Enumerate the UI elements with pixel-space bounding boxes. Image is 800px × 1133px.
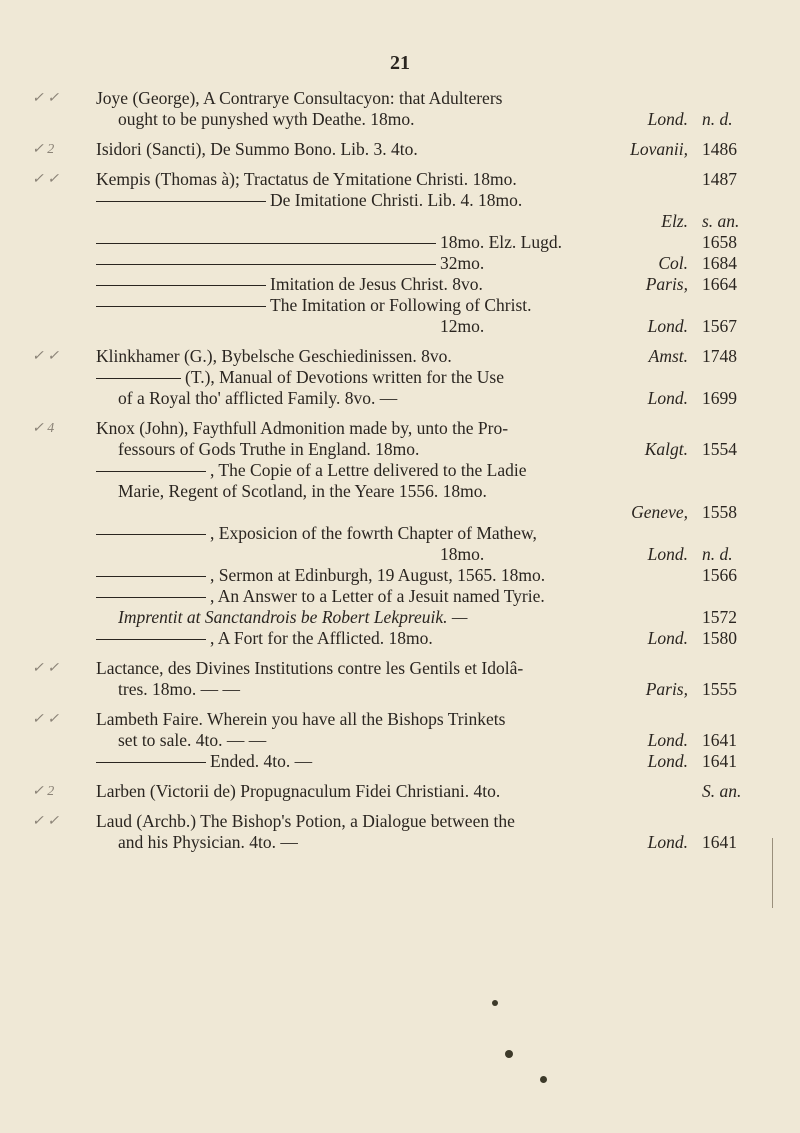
imprint-year: 1641 [702,832,737,852]
page-number: 21 [390,52,410,74]
entry-title-text: 12mo. [440,316,485,336]
catalogue-entry [0,169,800,337]
entry-title-text: The Imitation or Following of Christ. [270,295,532,315]
entry-line [0,190,800,211]
ditto-rule [96,576,206,577]
imprint-year: 1567 [702,316,737,336]
ditto-rule [96,201,266,202]
entry-line [0,832,800,853]
catalogue-entry [0,88,800,130]
entry-line [0,607,800,628]
ditto-rule [96,264,436,265]
entry-text [96,346,694,367]
entry-line [0,523,800,544]
entry-title-text: Lactance, des Divines Institutions contre les Gentils et Idolâ- [96,658,524,678]
imprint-place: Lond. [647,730,688,750]
entry-title-text: 18mo. Elz. Lugd. [440,232,562,252]
imprint-place: Lond. [647,388,688,408]
entry-line [0,169,800,190]
entry-title-text: , The Copie of a Lettre delivered to the Ladie [210,460,527,480]
entry-line [0,316,800,337]
imprint-place: Lond. [647,832,688,852]
catalogue-entry [0,811,800,853]
ditto-rule [96,639,206,640]
entry-title-text: Imprentit at Sanctandrois be Robert Lekpreuik. — [118,607,468,627]
entry-title-text: tres. 18mo. — — [118,679,241,699]
entry-text [96,88,694,109]
imprint-year: 1555 [702,679,737,699]
entry-line [0,439,800,460]
entry-line [0,139,800,160]
entry-title-text: Joye (George), A Contrarye Consultacyon: that Adulterers [96,88,503,108]
entry-line [0,751,800,772]
entry-line [0,460,800,481]
ink-stain [492,1000,498,1006]
imprint-year: n. d. [702,544,733,564]
entry-line [0,658,800,679]
entry-title-text: Kempis (Thomas à); Tractatus de Ymitatione Christi. 18mo. [96,169,517,189]
entry-text [118,109,694,130]
entry-line [0,481,800,502]
imprint-year: 1554 [702,439,737,459]
entry-title-text: , A Fort for the Afflicted. 18mo. [210,628,433,648]
entry-line [0,781,800,802]
entry-text [96,523,694,544]
ditto-rule [96,597,206,598]
entry-line [0,232,800,253]
entry-line [0,211,800,232]
imprint-year: 1487 [702,169,737,189]
pencil-marginalia: ✓ 2 [32,142,55,157]
entry-line [0,418,800,439]
imprint-year: n. d. [702,109,733,129]
entry-line [0,679,800,700]
entry-text [96,781,694,802]
catalogue-entry [0,139,800,160]
pencil-marginalia: ✓ ✓ [32,349,59,364]
entry-line [0,346,800,367]
pencil-marginalia: ✓ ✓ [32,814,59,829]
entry-line [0,544,800,565]
imprint-place: Col. [658,253,688,273]
imprint-place: Lond. [647,109,688,129]
entry-text [96,586,694,607]
imprint-place: Lond. [647,751,688,771]
imprint-place: Lond. [647,316,688,336]
entry-text [96,232,694,253]
entry-title-text: of a Royal tho' afflicted Family. 8vo. — [118,388,398,408]
entry-text [96,565,694,586]
entry-text [96,316,694,337]
ditto-rule [96,306,266,307]
entry-text [96,274,694,295]
imprint-place: Elz. [661,211,688,231]
entry-title-text: Marie, Regent of Scotland, in the Yeare 1556. 18mo. [118,481,487,501]
entry-text [96,169,694,190]
imprint-year: 1748 [702,346,737,366]
pencil-marginalia: ✓ ✓ [32,91,59,106]
entry-text [118,679,694,700]
entry-title-text: Imitation de Jesus Christ. 8vo. [270,274,483,294]
imprint-place: Lond. [647,628,688,648]
entry-title-text: and his Physician. 4to. — [118,832,298,852]
entry-text [96,418,694,439]
catalogue-entry [0,658,800,700]
entry-title-text: Isidori (Sancti), De Summo Bono. Lib. 3. 4to. [96,139,418,159]
entry-line [0,109,800,130]
entry-text [118,832,694,853]
entry-text [96,460,694,481]
entry-text [96,295,694,316]
entry-title-text: , An Answer to a Letter of a Jesuit named Tyrie. [210,586,545,606]
entry-line [0,253,800,274]
ditto-rule [96,378,181,379]
entry-text [96,811,694,832]
imprint-year: 1684 [702,253,737,273]
entry-title-text: Klinkhamer (G.), Bybelsche Geschiedinissen. 8vo. [96,346,452,366]
pencil-marginalia: ✓ 2 [32,784,55,799]
ink-stain [540,1076,547,1083]
entry-text [96,139,694,160]
entry-line [0,730,800,751]
entry-text [96,751,694,772]
entry-line [0,274,800,295]
entry-title-text: Knox (John), Faythfull Admonition made by, unto the Pro- [96,418,509,438]
pencil-marginalia: ✓ ✓ [32,172,59,187]
imprint-place: Lovanii, [630,139,688,159]
entry-title-text: fessours of Gods Truthe in England. 18mo. [118,439,420,459]
entry-title-text: De Imitatione Christi. Lib. 4. 18mo. [270,190,523,210]
imprint-year: 1641 [702,751,737,771]
imprint-place: Amst. [648,346,688,366]
entry-text [118,481,694,502]
ditto-rule [96,285,266,286]
entry-title-text: , Exposicion of the fowrth Chapter of Mathew, [210,523,537,543]
entry-line [0,367,800,388]
imprint-place: Geneve, [631,502,688,522]
entry-title-text: Larben (Victorii de) Propugnaculum Fidei Christiani. 4to. [96,781,501,801]
imprint-place: Lond. [647,544,688,564]
imprint-year: 1580 [702,628,737,648]
entry-title-text: set to sale. 4to. — — [118,730,267,750]
catalogue-list [0,88,800,862]
imprint-place: Paris, [645,274,688,294]
entry-title-text: 32mo. [440,253,485,273]
ditto-rule [96,762,206,763]
imprint-year: 1558 [702,502,737,522]
entry-text [96,709,694,730]
entry-line [0,388,800,409]
imprint-year: 1566 [702,565,737,585]
entry-text [96,190,694,211]
entry-text [118,607,694,628]
margin-bracket-annotation [772,838,800,908]
imprint-year: S. an. [702,781,742,801]
imprint-place: Paris, [645,679,688,699]
entry-line [0,295,800,316]
entry-title-text: Laud (Archb.) The Bishop's Potion, a Dialogue between the [96,811,515,831]
imprint-year: 1572 [702,607,737,627]
ink-stain [505,1050,513,1058]
entry-text [96,658,694,679]
entry-line [0,709,800,730]
entry-text [96,253,694,274]
catalogue-entry [0,418,800,649]
imprint-year: 1641 [702,730,737,750]
imprint-year: 1699 [702,388,737,408]
catalogue-entry [0,709,800,772]
ditto-rule [96,243,436,244]
entry-text [96,628,694,649]
entry-line [0,586,800,607]
entry-text [96,544,694,565]
entry-title-text: ought to be punyshed wyth Deathe. 18mo. [118,109,415,129]
entry-title-text: , Sermon at Edinburgh, 19 August, 1565. 18mo. [210,565,546,585]
ditto-rule [96,534,206,535]
entry-text [118,730,694,751]
imprint-year: 1664 [702,274,737,294]
imprint-year: 1486 [702,139,737,159]
entry-title-text: 18mo. [440,544,485,564]
entry-title-text: Lambeth Faire. Wherein you have all the Bishops Trinkets [96,709,506,729]
entry-line [0,502,800,523]
pencil-marginalia: ✓ 4 [32,421,55,436]
entry-title-text: Ended. 4to. — [210,751,313,771]
catalogue-entry [0,346,800,409]
entry-line [0,565,800,586]
entry-line [0,88,800,109]
ditto-rule [96,471,206,472]
entry-title-text: (T.), Manual of Devotions written for the Use [185,367,504,387]
entry-line [0,628,800,649]
entry-line [0,811,800,832]
imprint-year: s. an. [702,211,740,231]
catalogue-entry [0,781,800,802]
pencil-marginalia: ✓ ✓ [32,661,59,676]
entry-text [96,367,694,388]
imprint-place: Kalgt. [644,439,688,459]
entry-text [118,439,694,460]
pencil-marginalia: ✓ ✓ [32,712,59,727]
imprint-year: 1658 [702,232,737,252]
entry-text [118,388,694,409]
